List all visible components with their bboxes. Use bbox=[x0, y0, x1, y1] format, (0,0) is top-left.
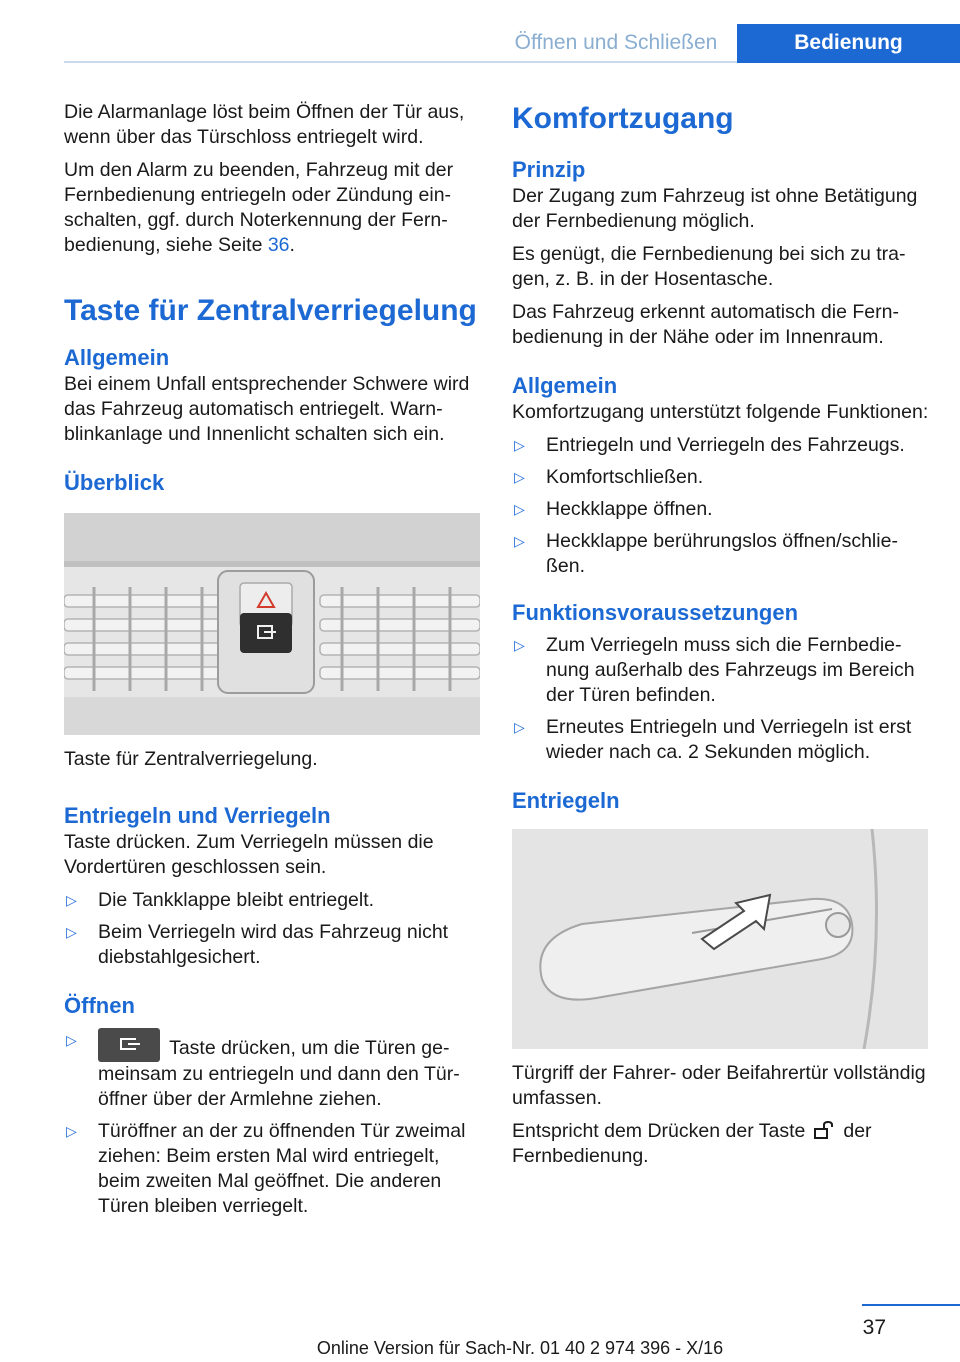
footer-rule bbox=[862, 1304, 960, 1306]
oeffnen-list bbox=[64, 1028, 482, 1219]
funktion-list bbox=[512, 633, 930, 765]
list-item-text: Die Tankklappe bleibt entriegelt. bbox=[98, 889, 375, 911]
triangle-bullet-icon: ▷ bbox=[514, 469, 525, 485]
list-item bbox=[64, 1119, 482, 1219]
page-number: 37 bbox=[862, 1316, 886, 1339]
list-item bbox=[512, 433, 930, 458]
left-column bbox=[64, 100, 482, 1227]
footer-online-version: Online Version für Sach-Nr. 01 40 2 974 396 - X/16 bbox=[316, 1338, 724, 1358]
last-paragraph-before: Entspricht dem Drücken der Taste bbox=[512, 1120, 806, 1142]
list-item bbox=[512, 497, 930, 522]
heading-allgemein: Allgemein bbox=[64, 345, 170, 370]
list-item-text: Heckklappe berührungslos öffnen/schließen. bbox=[546, 530, 898, 577]
komfort-functions-list bbox=[512, 433, 930, 579]
heading-funktionsvoraussetzungen: Funktionsvoraussetzungen bbox=[512, 600, 799, 625]
triangle-bullet-icon: ▷ bbox=[514, 533, 525, 549]
heading-entriegeln: Entriegeln bbox=[512, 788, 620, 813]
figure-caption-left: Taste für Zentralverriegelung. bbox=[64, 748, 318, 770]
list-item bbox=[64, 920, 482, 970]
header-section-title: Öffnen und Schließen bbox=[514, 31, 718, 54]
header-tab-bedienung: Bedienung bbox=[737, 24, 960, 63]
triangle-bullet-icon: ▷ bbox=[66, 1123, 77, 1139]
page-reference-link[interactable]: 36 bbox=[267, 234, 290, 256]
prinzip-paragraph-3: Das Fahrzeug erkennt automatisch die Fernbedienung in der Nähe oder im Innenraum. bbox=[512, 301, 899, 348]
list-item-text: Zum Verriegeln muss sich die Fernbedienung außerhalb des Fahrzeugs im Bereich der Türen befinden. bbox=[546, 634, 915, 706]
prinzip-paragraph-1: Der Zugang zum Fahrzeug ist ohne Betätigung der Fernbedienung möglich. bbox=[512, 185, 918, 232]
triangle-bullet-icon: ▷ bbox=[514, 719, 525, 735]
entriegeln-list bbox=[64, 888, 482, 970]
intro-paragraph-2-end: . bbox=[289, 234, 295, 256]
list-item-text: Heckklappe öffnen. bbox=[546, 498, 713, 520]
triangle-bullet-icon: ▷ bbox=[514, 437, 525, 453]
heading-entriegeln-verriegeln: Entriegeln und Verriegeln bbox=[64, 803, 331, 828]
list-item-text: Taste drücken, um die Türen gemeinsam zu entriegeln und dann den Türöffner über der Armlehne ziehen. bbox=[98, 1037, 460, 1110]
door-handle-figure bbox=[512, 829, 928, 1049]
heading-ueberblick: Überblick bbox=[64, 470, 165, 495]
list-item bbox=[512, 715, 930, 765]
last-paragraph bbox=[512, 1119, 930, 1169]
triangle-bullet-icon: ▷ bbox=[66, 924, 77, 940]
last-paragraph-after: der Fernbedienung. bbox=[512, 1120, 872, 1167]
list-item bbox=[512, 633, 930, 708]
list-item bbox=[64, 888, 482, 913]
door-unlock-button-icon bbox=[98, 1028, 160, 1062]
central-locking-button-figure bbox=[64, 513, 480, 735]
triangle-bullet-icon: ▷ bbox=[66, 1032, 77, 1048]
list-item bbox=[512, 465, 930, 490]
list-item-text: Beim Verriegeln wird das Fahrzeug nicht diebstahlgesichert. bbox=[98, 921, 449, 968]
triangle-bullet-icon: ▷ bbox=[66, 892, 77, 908]
intro-paragraph-1: Die Alarmanlage löst beim Öffnen der Tür aus, wenn über das Türschloss entriegelt wird. bbox=[64, 101, 465, 148]
list-item-text: Türöffner an der zu öffnenden Tür zweimal ziehen: Beim ersten Mal wird entriegelt, beim zweiten Mal geöffnet. Die anderen Türen bleiben verriegelt. bbox=[98, 1120, 466, 1217]
section-title-zentralverriegelung: Taste für Zentralverriegelung bbox=[64, 294, 477, 327]
prinzip-paragraph-2: Es genügt, die Fernbedienung bei sich zu tragen, z. B. in der Hosentasche. bbox=[512, 243, 906, 290]
section-title-komfortzugang: Komfortzugang bbox=[512, 102, 734, 135]
heading-oeffnen: Öffnen bbox=[64, 993, 135, 1018]
triangle-bullet-icon: ▷ bbox=[514, 501, 525, 517]
entriegeln-verriegeln-text: Taste drücken. Zum Verriegeln müssen die Vordertüren geschlossen sein. bbox=[64, 831, 434, 878]
allgemein-komfort-text: Komfortzugang unterstützt folgende Funktionen: bbox=[512, 401, 929, 423]
unlock-icon bbox=[811, 1121, 837, 1139]
allgemein-text: Bei einem Unfall entsprechender Schwere wird das Fahrzeug automatisch entriegelt. Warnblinkanlage und Innenlicht schalten sich ein. bbox=[64, 373, 470, 445]
heading-prinzip: Prinzip bbox=[512, 157, 586, 182]
intro-paragraph-2-text: Um den Alarm zu beenden, Fahrzeug mit der Fernbedienung entriegeln oder Zündung einschalten, ggf. durch Noterkennung der Fernbedienung, siehe Seite bbox=[64, 159, 454, 256]
intro-paragraph-2 bbox=[64, 158, 482, 258]
heading-allgemein-komfort: Allgemein bbox=[512, 373, 618, 398]
list-item bbox=[64, 1028, 482, 1112]
list-item-text: Entriegeln und Verriegeln des Fahrzeugs. bbox=[546, 434, 905, 456]
list-item bbox=[512, 529, 930, 579]
figure-caption-right: Türgriff der Fahrer- oder Beifahrertür vollständig umfassen. bbox=[512, 1062, 926, 1109]
list-item-text: Komfortschließen. bbox=[546, 466, 704, 488]
right-column bbox=[512, 100, 930, 1177]
triangle-bullet-icon: ▷ bbox=[514, 637, 525, 653]
list-item-text: Erneutes Entriegeln und Verriegeln ist erst wieder nach ca. 2 Sekunden möglich. bbox=[546, 716, 912, 763]
